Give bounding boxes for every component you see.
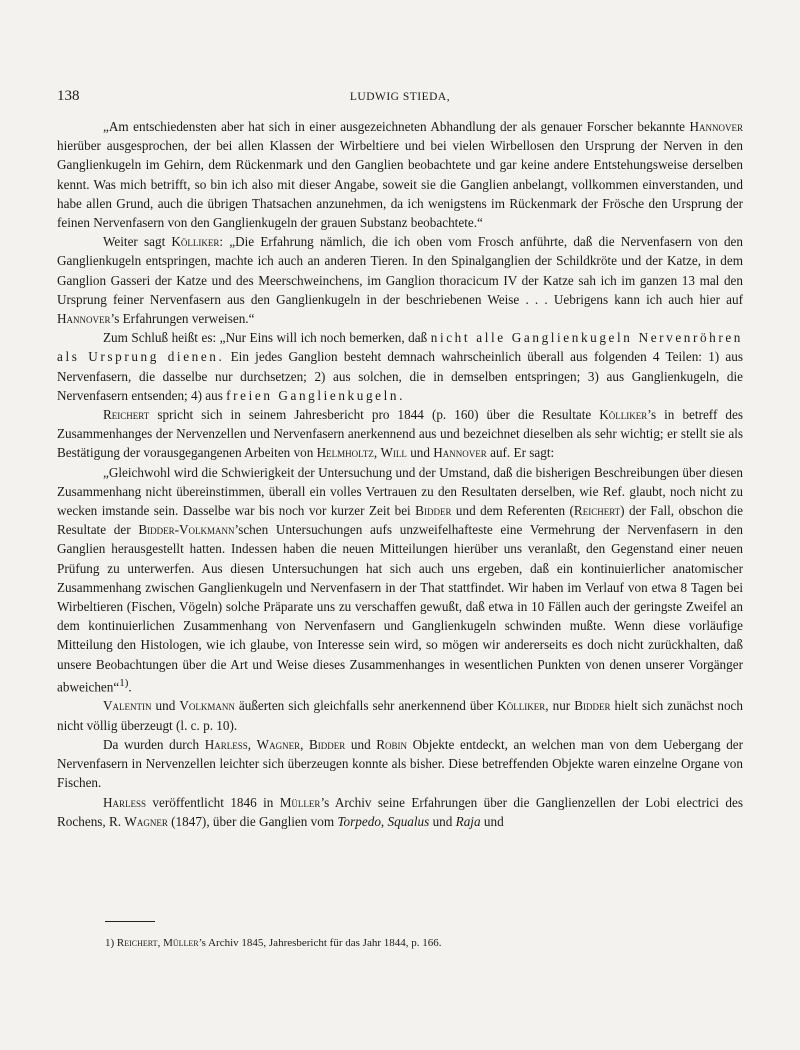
text-run: ’s Archiv 1845, Jahresbericht für das Jahr 1844, p. 166. (198, 937, 442, 949)
author-name: Hannover (57, 311, 111, 327)
text-run: ’schen Untersuchungen aufs unzweifelhafteste eine Vermehrung der Nervenfasern in den Ganglien herausgestellt hatten. Indessen haben die neuen Mitteilungen hierüber uns veranlaßt, den Gegenstand einer neuen Prüfung zu unterwerfen. Aus diesen Untersuchungen hat sich auch uns ergeben, daß ein kontinuierlicher anatomischer Zusammenhang zwischen Ganglienkugeln und Nervenfasern in der That stattfindet. Wir haben im Verlauf von etwa 8 Tagen bei Wirbeltieren (Fischen, Vögeln) solche Präparate uns zu verschaffen gewußt, daß etwa in 10 Fällen auch der geringste Zweifel an dem kontinuierlichen Zusammenhang von Nervenfasern und Ganglienkugeln schwinden mußte. Wenn diese vorläufige Mitteilung den Histologen, wie ich glaube, von Interesse sein wird, so mögen wir andererseits es doch nicht zurückhalten, daß unsere Beobachtungen über die Art und Weise dieses Zusammenhanges in wesentlichen Punkten von denen unserer Vorgänger abweichen“ (57, 522, 743, 695)
emphasis-spaced: freien Ganglienkugeln (226, 387, 400, 403)
text-run: hielt sich zunächst noch nicht völlig überzeugt (l. c. p. 10). (57, 698, 743, 733)
author-name: Müller (163, 937, 199, 949)
author-name: Hannover (433, 445, 487, 461)
paragraph-6 (57, 696, 743, 734)
text-run: . (399, 387, 403, 403)
text-run: Zum Schluß heißt es: „Nur Eins will ich noch bemerken, daß (103, 330, 431, 346)
author-name: Wagner (124, 813, 168, 829)
text-run: spricht sich in seinem Jahresbericht pro 1844 (p. 160) über die Resultate (149, 407, 600, 423)
text-run: und (406, 445, 434, 461)
author-name: Kölliker (497, 698, 546, 714)
text-run: hierüber ausgesprochen, der bei allen Klassen der Wirbeltiere und bei vielen Wirbellosen den Ursprung der Nerven in den Ganglienkugeln im Gehirn, dem Rückenmark und den Ganglien beobachtete und gar keine andere Entstehungsweise derselben kennt. Was mich betrifft, so bin ich also mit dieser Angabe, soweit sie die Ganglien anbelangt, vollkommen einverstanden, und habe allen Grund, auch die übrigen Thatsachen anzunehmen, da ich wenigstens im Rückenmark der Frösche den Ursprung der feinen Nervenfasern von den Ganglienkugeln der grauen Substanz beobachtete.“ (57, 138, 743, 231)
text-run: , (247, 736, 257, 752)
text-run: ’s Erfahrungen verweisen.“ (110, 311, 255, 327)
author-name: Bidder (574, 698, 611, 714)
author-name: Bidder (309, 736, 346, 752)
author-name: Helmholtz (316, 445, 374, 461)
emphasis-spaced: nicht alle Ganglienkugeln Nervenröhren als Ursprung dienen. (57, 330, 743, 365)
text-run: „Am entschiedensten aber hat sich in einer ausgezeichneten Abhandlung der als genauer Forscher bekannte (103, 119, 690, 134)
paragraph-4 (57, 405, 743, 463)
text-run: auf. Er sagt: (486, 445, 555, 461)
footnote-number: 1) (105, 937, 115, 949)
text-run: und (151, 698, 180, 714)
text-run: und dem Referenten ( (451, 503, 574, 519)
text-run: ’s Archiv seine Erfahrungen über die Ganglienzellen der Lobi electrici des Rochens, R. (57, 794, 743, 829)
genus-name: Raja (455, 813, 481, 829)
paragraph-2 (57, 232, 743, 328)
page-header (57, 88, 743, 108)
author-name: Müller (279, 794, 321, 810)
text-run: äußerten sich gleichfalls sehr anerkennend über (234, 698, 498, 714)
author-name: Valentin (103, 698, 152, 714)
author-name: Volkmann (179, 698, 235, 714)
genus-name: Squalus (387, 813, 430, 829)
paragraph-1 (57, 117, 743, 232)
text-run: (1847), über die Ganglien vom (167, 813, 338, 829)
author-name: Bidder-Volkmann (138, 522, 235, 538)
text-run: Da wurden durch (103, 736, 205, 752)
author-name: Harless (204, 736, 248, 752)
footnote-reference: 1) (119, 676, 129, 689)
body-text (57, 117, 743, 831)
author-name: Wagner (256, 736, 301, 752)
author-name: Kölliker (171, 234, 220, 250)
text-run: und (345, 736, 377, 752)
text-run: ) der Fall, obschon die Resultate der (57, 503, 743, 538)
text-run: ’s in betreff des Zusammenhanges der Nervenzellen und Nervenfasern anerkennend aus und bezeichnet dieselben als sehr wichtig; er stellt sie als Bestätigung der vorausgegangenen Arbeiten von (57, 407, 743, 461)
paragraph-7 (57, 735, 743, 793)
author-name: Harless (103, 794, 147, 810)
paragraph-8 (57, 793, 743, 831)
author-name: Reichert (116, 937, 158, 949)
text-run: „Gleichwohl wird die Schwierigkeit der Untersuchung und der Umstand, daß die bisherigen Beschreibungen über diesen Zusammenhang nicht übereinstimmen, überall ein volles Vertrauen zu den Resultaten derselben, wie Ref. glaubt, noch nicht zu wecken imstande sein. Dasselbe war bis noch vor kurzer Zeit bei (57, 464, 743, 519)
page-number: 138 (57, 88, 80, 104)
running-head: LUDWIG STIEDA, (349, 91, 451, 103)
genus-name: Torpedo (337, 813, 381, 829)
text-run: , (157, 937, 164, 949)
author-name: Reichert (103, 407, 150, 423)
author-name: Bidder (415, 503, 452, 519)
footnote (105, 936, 745, 950)
text-run: , (300, 736, 309, 752)
author-name: Robin (376, 736, 408, 752)
text-run: veröffentlicht 1846 in (146, 794, 280, 810)
text-run: und (429, 813, 456, 829)
paragraph-5 (57, 463, 743, 697)
author-name: Hannover (689, 119, 743, 134)
text-run: , nur (545, 698, 575, 714)
paragraph-3 (57, 328, 743, 405)
text-run: und (480, 813, 504, 829)
text-run: , (373, 445, 381, 461)
author-name: Reichert (573, 503, 621, 519)
text-run: Weiter sagt (103, 234, 172, 250)
text-run: . (128, 679, 132, 695)
text-run: , (380, 813, 388, 829)
author-name: Will (380, 445, 407, 461)
text-run: Ein jedes Ganglion besteht demnach wahrscheinlich überall aus folgenden 4 Teilen: 1) aus Nervenfasern, die dasselbe nur durchsetzen; 2) aus solchen, die in demselben entspringen; 3) aus Ganglienkugeln, die Nervenfasern entsenden; 4) aus (57, 349, 743, 403)
footnote-divider (105, 921, 155, 922)
text-run: : „Die Erfahrung nämlich, die ich oben vom Frosch anführte, daß die Nervenfasern von den Ganglienkugeln entspringen, machte ich auch an anderen Tieren. In den Spinalganglien der Schildkröte und der Katze, in dem Ganglion Gasseri der Katze und des Meerschweinchens, im Ganglion thoracicum IV der Katze sah ich im ganzen 13 mal den Ursprung feiner Nervenfasern aus den Ganglienkugeln in der beschriebenen Weise . . . Uebrigens kann ich auch hier auf (57, 234, 743, 307)
author-name: Kölliker (599, 407, 648, 423)
text-run: Objekte entdeckt, an welchen man von dem Uebergang der Nervenfasern in Nervenzellen leichter sich überzeugen konnte als bisher. Diese betreffenden Objekte waren einzelne Organe von Fischen. (57, 736, 744, 791)
